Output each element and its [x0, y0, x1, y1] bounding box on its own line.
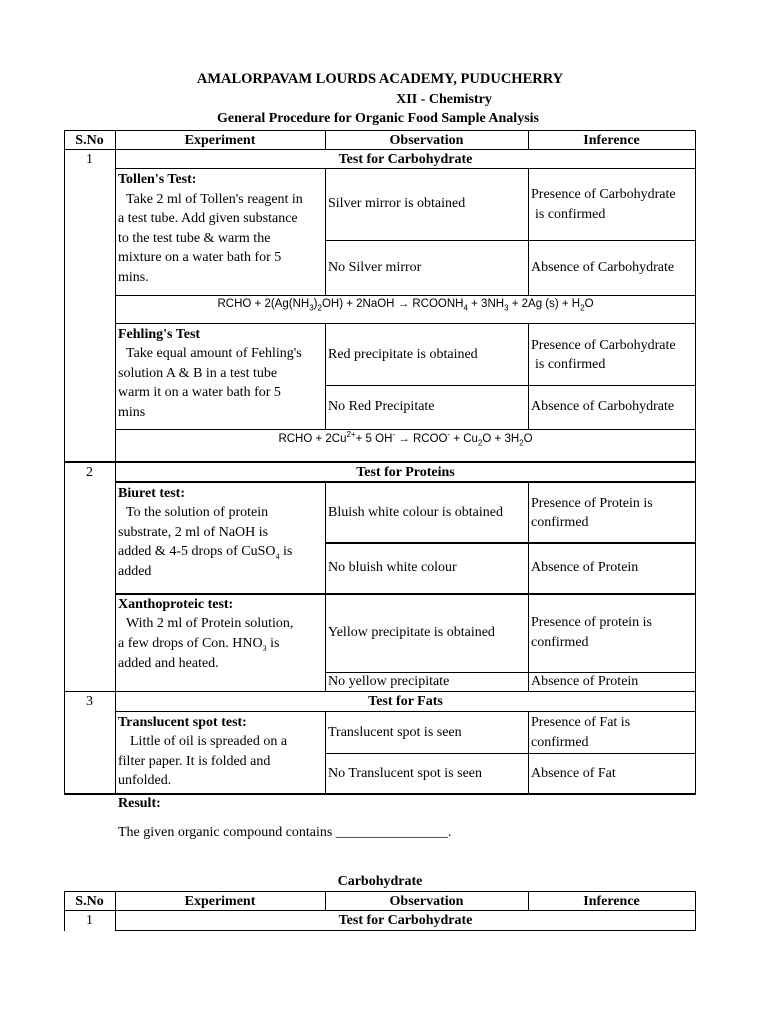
result-label: Result: — [118, 796, 161, 811]
procedure-line: Little of oil is spreaded on a — [130, 734, 288, 749]
inference-cell: confirmed — [531, 635, 589, 650]
section-heading: Test for Proteins — [356, 465, 455, 480]
procedure-line: a test tube. Add given substance — [118, 211, 298, 226]
observation-cell: Bluish white colour is obtained — [328, 505, 503, 520]
chemical-equation: RCHO + $2(Ag(NH_3)_2OH)$ + 2NaOH → $RCOONH_4 + 3NH_3 + 2Ag$ $(s) + H_2O$ — [217, 298, 594, 313]
procedure-line: warm it on a water bath for 5 — [118, 385, 281, 400]
test-name-fehlings: Fehling's Test — [118, 327, 201, 342]
procedure-line: mixture on a water bath for 5 — [118, 250, 282, 265]
inference-cell: Presence of Protein is — [531, 496, 653, 511]
second-table-title: Carbohydrate — [337, 874, 423, 889]
school-name: AMALORPAVAM LOURDS ACADEMY, PUDUCHERRY — [196, 71, 564, 87]
observation-cell: No yellow precipitate — [328, 674, 450, 689]
section-heading: Test for Fats — [368, 694, 443, 709]
observation-cell: No Silver mirror — [328, 260, 422, 275]
observation-cell: No Red Precipitate — [328, 399, 435, 414]
section-sno: 1 — [86, 913, 93, 928]
procedure-line: mins — [118, 405, 146, 420]
observation-cell: No bluish white colour — [328, 560, 457, 575]
procedure-line: added — [118, 564, 152, 579]
procedure-line: unfolded. — [118, 773, 172, 788]
observation-cell: No Translucent spot is seen — [328, 766, 482, 781]
inference-cell: Absence of Carbohydrate — [531, 399, 675, 414]
procedure-line: mins. — [118, 270, 149, 285]
procedure-line: to the test tube & warm the — [118, 231, 271, 246]
inference-cell: Presence of Fat is — [531, 715, 631, 730]
procedure-line: added and heated. — [118, 656, 219, 671]
inference-cell: is confirmed — [535, 207, 606, 222]
inference-cell: Absence of Fat — [531, 766, 616, 781]
inference-cell: confirmed — [531, 515, 589, 530]
inference-cell: Presence of Carbohydrate — [531, 338, 676, 353]
observation-cell: Red precipitate is obtained — [328, 347, 478, 362]
procedure-line: filter paper. It is folded and — [118, 754, 271, 769]
procedure-line: Take equal amount of Fehling's — [126, 346, 302, 361]
section-sno: 2 — [86, 465, 93, 480]
document-title: General Procedure for Organic Food Sample Analysis — [217, 111, 539, 126]
test-name-tollens: Tollen's Test: — [118, 172, 197, 187]
class-subject: XII - Chemistry — [396, 92, 492, 107]
chemical-equation: RCHO + $2Cu^{2+}+ 5$ OH- → RCOO- + $Cu_2O + 3H_2O$ — [278, 430, 533, 448]
procedure-line: substrate, 2 ml of NaOH is — [118, 525, 269, 540]
section-sno: 3 — [86, 694, 93, 709]
observation-cell: Yellow precipitate is obtained — [328, 625, 495, 640]
inference-cell: Presence of protein is — [531, 615, 652, 630]
test-name-xanthoproteic: Xanthoproteic test: — [118, 597, 234, 612]
col-header-experiment: Experiment — [184, 133, 256, 148]
procedure-line: To the solution of protein — [126, 505, 269, 520]
inference-cell: confirmed — [531, 735, 589, 750]
test-name-translucent: Translucent spot test: — [118, 715, 247, 730]
col-header-observation: Observation — [389, 894, 464, 909]
col-header-inference: Inference — [583, 133, 640, 148]
procedure-line: Take 2 ml of Tollen's reagent in — [126, 192, 303, 207]
test-name-biuret: Biuret test: — [118, 486, 185, 501]
col-header-inference: Inference — [583, 894, 640, 909]
inference-cell: Absence of Carbohydrate — [531, 260, 675, 275]
col-header-sno: S.No — [75, 133, 104, 148]
procedure-line: solution A & B in a test tube — [118, 366, 278, 381]
procedure-line: With 2 ml of Protein solution, — [126, 616, 294, 631]
inference-cell: Presence of Carbohydrate — [531, 187, 676, 202]
inference-cell: is confirmed — [535, 357, 606, 372]
procedure-line: a few drops of Con. $HNO_3$ is — [118, 636, 280, 653]
col-header-sno: S.No — [75, 894, 104, 909]
section-sno: 1 — [86, 152, 93, 167]
inference-cell: Absence of Protein — [531, 560, 639, 575]
section-heading: Test for Carbohydrate — [338, 913, 473, 928]
inference-cell: Absence of Protein — [531, 674, 639, 689]
col-header-observation: Observation — [389, 133, 464, 148]
observation-cell: Silver mirror is obtained — [328, 196, 466, 211]
observation-cell: Translucent spot is seen — [328, 725, 462, 740]
col-header-experiment: Experiment — [184, 894, 256, 909]
procedure-line: added & 4-5 drops of CuSO$_4$ is — [118, 544, 293, 561]
section-heading: Test for Carbohydrate — [338, 152, 473, 167]
result-text: The given organic compound contains ________________. — [118, 825, 452, 840]
